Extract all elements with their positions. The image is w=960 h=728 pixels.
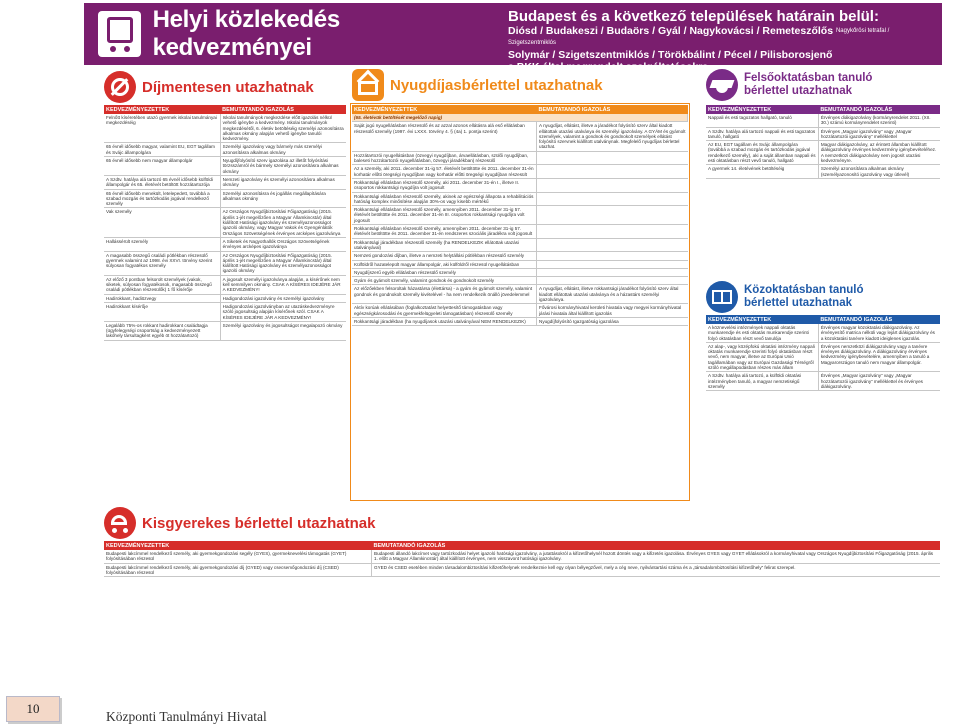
pension-table-row xyxy=(352,277,688,285)
required-proof-cell xyxy=(537,165,688,179)
higher-ed-title-2: bérlettel utazhatnak xyxy=(744,85,852,97)
public-ed-title-text xyxy=(744,284,863,310)
towns-note: Nagykőrösi tetrafal / Szigetszentmiklós xyxy=(508,28,890,46)
beneficiary-cell: Gyám és gyámolt személy, valamint gondnok és gondnokolt személy xyxy=(352,277,537,285)
beneficiary-cell: 65 évnél idősebb menekült, letelepedett, továbbá a szabad mozgás és tartózkodás jogával rendelkező személy xyxy=(104,189,220,208)
required-proof-cell xyxy=(537,238,688,252)
public-ed-section-title xyxy=(706,281,863,313)
child-table-body xyxy=(104,550,940,577)
beneficiary-cell: 65 évnél idősebb magyar, valamint EU, EGT tagállam és Svájc állampolgára xyxy=(104,143,220,157)
poster-title: Helyi közlekedés kedvezményei xyxy=(152,6,340,61)
beneficiary-cell: Felnőtt kíséretében utazó gyermek iskolai tanulmányai megkezdéséig xyxy=(104,114,220,143)
higher-ed-section-title xyxy=(706,69,872,101)
free-table xyxy=(104,105,346,341)
required-proof-cell: Személyi azonosításra és jogállás megállapítására alkalmas okmány xyxy=(220,189,346,208)
pension-table-row xyxy=(352,192,688,206)
pension-table-body xyxy=(352,122,688,326)
transit-icon xyxy=(98,11,141,57)
child-table xyxy=(104,541,940,577)
open-book-icon xyxy=(706,281,738,313)
pension-table-row xyxy=(352,268,688,276)
pension-subheading: (65. életévük betöltését megelőző napig) xyxy=(352,114,688,122)
pension-title-text: Nyugdíjasbérlettel utazhatnak xyxy=(390,76,603,94)
child-section-title xyxy=(104,507,375,539)
public-ed-title-2: bérlettel utazhatnak xyxy=(744,297,852,309)
beneficiary-cell: Aktív korúak ellátásában (foglalkoztatást helyettesítő támogatásban vagy egészségkárosodási és gyermekfelügyeleti támogatásban) részesülő személy xyxy=(352,304,537,318)
beneficiary-cell: Rokkantsági ellátásban részesülő személy, aki 2011. december 31-én I., illetve II. csoportos rokkantsági nyugdíjra volt jogosult xyxy=(352,178,537,192)
required-proof-cell xyxy=(537,277,688,285)
public-ed-table-body xyxy=(706,324,940,391)
beneficiary-cell: 65 évnél idősebb nem magyar állampolgár xyxy=(104,157,220,176)
free-table-row xyxy=(104,175,346,189)
public-ed-table-row xyxy=(706,342,940,371)
required-proof-cell: A nyugdíjat, ellátást, illetve rokkantsági járadékot folyósító szerv által kiadott ellátottak utazási utalványa és a házastárs személyi igazolványa. xyxy=(537,285,688,304)
child-col1-header: KEDVEZMÉNYEZETTEK xyxy=(104,541,372,550)
required-proof-cell: A jogosult személyi igazolványa alapján, a kísérőnek nem kell semmilyen okmány. CSAK A KÍSÉRES IDEJÉRE JÁR A KEDVEZMÉNY! xyxy=(220,275,346,294)
poster xyxy=(84,3,942,609)
beneficiary-cell: A Szdtv. hatálya alá tartozó, a külföldi oktatási intézményben tanuló, a magyar nemzetiségű személy xyxy=(706,372,818,391)
required-proof-cell xyxy=(537,225,688,239)
pension-table-row xyxy=(352,238,688,252)
free-table-row xyxy=(104,251,346,275)
beneficiary-cell: Az előző 3 pontban felsorolt személyek (vakok, siketek, súlyosan fogyatékosok, magasabb összegű családi pótlékban részesülők) 1 fő kísérője xyxy=(104,275,220,294)
beneficiary-cell: Hallássérült személy xyxy=(104,237,220,251)
required-proof-cell xyxy=(537,268,688,276)
required-proof-cell: Nemzeti igazolvány és személyi azonosításra alkalmas okmány xyxy=(220,175,346,189)
free-col1-header: KEDVEZMÉNYEZETTEK xyxy=(104,105,220,114)
required-proof-cell: Érvényes „Magyar igazolvány” vagy „Magyar hozzátartozói igazolvány” melléklettel xyxy=(818,127,940,141)
beneficiary-cell: Az előzőekben felsoroltak házastársa (élettársa) - a gyám és gyámolt személy, valamint gondnok és gondnokolt személy kivételével - ha nem rendelkezik önálló jövedelemmel xyxy=(352,285,537,304)
pension-table xyxy=(352,105,688,326)
required-proof-cell: Személyi igazolvány és jogosultságot megalapozó okmány xyxy=(220,321,346,340)
header-right-title: Budapest és a következő települések határain belül: xyxy=(508,8,879,25)
higher-ed-title-text xyxy=(744,72,872,98)
beneficiary-cell: Legalább 75%-os rokkant hadirokkant családtagja (ügyfelegységi csoportság a kedvezményezett lakóhely társultagként egyéb öt hozzátartozó) xyxy=(104,321,220,340)
poster-header xyxy=(84,3,942,73)
free-col2-header: BEMUTATANDÓ IGAZOLÁS xyxy=(220,105,346,114)
free-table-row xyxy=(104,143,346,157)
beneficiary-cell: Rokkantsági járadékban (ha nyugdíjasok utazási utalványával NEM RENDELKEZIK) xyxy=(352,317,537,325)
pension-table-row xyxy=(352,304,688,318)
header-towns-1 xyxy=(508,25,934,49)
beneficiary-cell: A Szdtv. hatálya alá tartozó nappali és esti tagozatos tanuló, hallgató xyxy=(706,127,818,141)
beneficiary-cell: Nyugdíjszerű egyéb ellátásban részesülő személy xyxy=(352,268,537,276)
child-title-text: Kisgyerekes bérlettel utazhatnak xyxy=(142,514,376,532)
beneficiary-cell: A Szdtv. hatálya alá tartozó 65 évnél idősebb külföldi állampolgár és 65. életévét betöltött hozzátartozója xyxy=(104,175,220,189)
beneficiary-cell: Rokkantsági járadékban részesülő személy (ha RENDELKEZIK ellátottak utazási utalványával) xyxy=(352,238,537,252)
header-left xyxy=(84,3,494,65)
required-proof-cell: Fővárosi kormányhivatal kerületi hivatala vagy megyei kormányhivatal járási hivatala által kiállított igazolás xyxy=(537,304,688,318)
header-towns-3: a BKK által megrendelt szolgáltatásokra xyxy=(508,61,709,73)
required-proof-cell: A Siketek és Nagyothallók Országos Szövetségének érvényes arcképes igazolványa xyxy=(220,237,346,251)
required-proof-cell: Érvényes diákigazolvány (kormányrendelet 2011. (XII. 30.) számú kormányrendelet szerinti) xyxy=(818,114,940,127)
required-proof-cell: Az Országos Nyugdíjbiztosítási Főigazgatóság (2015. április 1-jét megelőzően a Magyar Államkincstár) által kiállított Hatósági igazolvány és személyazonosságot igazoló okmány xyxy=(220,251,346,275)
beneficiary-cell: Budapesti lakcímmel rendelkező személy, aki gyermekgondozási díj (GYED) vagy csecsemőgondozási díj (CSED) folyósításában részesül xyxy=(104,563,372,577)
beneficiary-cell: A magasabb összegű családi pótlékban részesülő gyermek valamint az 1998. évi XXVI. törvény szerint súlyosan fogyatékos személy xyxy=(104,251,220,275)
beneficiary-cell: Nemzeti gondozási díjban, illetve a nemzeti helytállási pótlékban részesülő személy xyxy=(352,252,537,260)
required-proof-cell: Érvényes „Magyar igazolvány” vagy „Magyar hozzátartozói igazolvány” melléklettel és érvényes diákigazolvány. xyxy=(818,372,940,391)
beneficiary-cell: Az EU, EGT tagállam és Svájc állampolgára (továbbá a szabad mozgás és tartózkodás jogával rendelkező személy), aki a saját államban nappali és esti oktatásban részt vevő tanuló, hallgató xyxy=(706,141,818,165)
free-section-title xyxy=(104,71,314,103)
required-proof-cell: Nyugdíjfolyósító szerv igazolása az illetőt folyósítási törzsszámról és bármely személyi azonosításra alkalmas okmány xyxy=(220,157,346,176)
public-ed-title-1: Közoktatásban tanuló xyxy=(744,284,864,296)
pension-table-row xyxy=(352,165,688,179)
free-table-row xyxy=(104,237,346,251)
required-proof-cell: Hadigondozási igazolvány és személyi igazolvány xyxy=(220,294,346,302)
required-proof-cell: Magyar diákigazolvány, az érintett államban kiállított diákigazolvány érvényes kedvezmény igénybevételéhez. A nemzetközi diákigazolvány nem jogosít utazási kedvezményre. xyxy=(818,141,940,165)
public-ed-table xyxy=(706,315,940,391)
higher-ed-table-row xyxy=(706,141,940,165)
child-table-row xyxy=(104,550,940,563)
beneficiary-cell: A köznevelési intézmények nappali oktatás munkarendje és esti oktatás munkarendje szerinti folyó oktatásban részt vevő tanulója xyxy=(706,324,818,342)
pension-section-title xyxy=(352,69,603,101)
required-proof-cell xyxy=(537,151,688,165)
header-towns-2: Solymár / Szigetszentmiklós / Törökbálint / Pécel / Pilisborosjenő xyxy=(508,49,833,61)
required-proof-cell: Iskolai tanulmányok megkezdése előtt igazolás nélkül vehető igénybe a kedvezmény. Iskolai tanulmányok megkezdésétől, 6. életév betöltéséig személyi azonosításra alkalmas okmány alapján vehető igénybe tanulói kedvezmény. xyxy=(220,114,346,143)
child-table-wrap xyxy=(104,541,940,605)
page-number-badge xyxy=(6,696,60,722)
beneficiary-cell: Hadirokkant, hadiözvegy xyxy=(104,294,220,302)
page-number: 10 xyxy=(26,701,40,716)
free-title-text: Díjmentesen utazhatnak xyxy=(142,78,314,96)
beneficiary-cell: Rokkantsági ellátásban részesülő személy, akinek az egészségi állapota a rehabilitációs hatóság komplex minősítése alapján 30%-os vagy kisebb mértékű xyxy=(352,192,537,206)
pension-table-row xyxy=(352,178,688,192)
required-proof-cell: GYED és CSED esetében minden társadalombiztosítási kifizetőhelynek rendelkeznie kell egy olyan bélyegzővel, mely a cég neve, nyilvántartási száma és a „társadalombiztosítási kifizetőhely” felirat szerepel. xyxy=(372,563,940,577)
public-ed-table-row xyxy=(706,324,940,342)
child-col2-header: BEMUTATANDÓ IGAZOLÁS xyxy=(372,541,940,550)
beneficiary-cell: Az a személy, aki 2011. december 31-ig 57. életévét betöltötte és 2011. december 31-én korhatár előtti öregségi nyugdíjban vagy korhatár előtti öregségi nyugdíjban részesült xyxy=(352,165,537,179)
beneficiary-cell: Hadirokkant kísérője xyxy=(104,302,220,321)
required-proof-cell: Hadigondozási igazolványban az utazáskedvezményre szóló jogosultság alapján kísérőnek szól. CSAK A KÍSÉRES IDEJÉRE JÁR A KEDVEZMÉNY! xyxy=(220,302,346,321)
public-ed-col1-header: KEDVEZMÉNYEZETTEK xyxy=(706,315,818,324)
beneficiary-cell: Saját jogú nyugellátásban részesülő és az azzal azonos ellátásra alá eső ellátásban részesülő személy (1997. évi LXXX. törvény 4. § (4a) 1. pontja szerint) xyxy=(352,122,537,151)
higher-ed-table-body xyxy=(706,114,940,178)
pension-table-row xyxy=(352,225,688,239)
no-ticket-icon xyxy=(104,71,136,103)
higher-ed-table-row xyxy=(706,114,940,127)
graduation-cap-icon xyxy=(706,69,738,101)
required-proof-cell xyxy=(537,260,688,268)
child-table-row xyxy=(104,563,940,577)
beneficiary-cell: Külföldről hazatelepült magyar állampolgár, aki külföldről részesül nyugellátásban xyxy=(352,260,537,268)
pension-col1-header: KEDVEZMÉNYEZETTEK xyxy=(352,105,537,114)
required-proof-cell xyxy=(537,192,688,206)
required-proof-cell xyxy=(537,206,688,225)
required-proof-cell: Nyugdíjfolyósító Igazgatóság igazolása xyxy=(537,317,688,325)
free-table-row xyxy=(104,157,346,176)
required-proof-cell xyxy=(537,252,688,260)
beneficiary-cell: A gyermek 14. életévének betöltéséig xyxy=(706,165,818,179)
free-table-row xyxy=(104,275,346,294)
required-proof-cell xyxy=(537,178,688,192)
pension-table-row xyxy=(352,252,688,260)
free-table-wrap xyxy=(104,105,346,525)
pension-table-wrap xyxy=(352,105,688,499)
beneficiary-cell: Az alap-, vagy középfokú oktatási intézmény nappali oktatás munkarendje szerinti folyó oktatásban részt vevő, nem magyar, illetve az Európai Unió tagállamában vagy az Európai Gazdasági Térségről szóló megállapodásban részes más állam xyxy=(706,342,818,371)
required-proof-cell: Budapesti állandó lakcímet vagy tartózkodási helyet igazoló hatósági igazolvány, a jutattásokról a kifizetőhelynél hozott döntés vagy a kifizetés igazolása. Érvényes GYES vagy GYET ellátásokról a kormányhivatal vagy Országos Nyugdíjbiztosítási Főigazgatóság (2015. április 1. előtt a Magyar Államkincstár) által kiállított érvényes, nem visszavont hatósági igazolvány. xyxy=(372,550,940,563)
pension-table-row xyxy=(352,317,688,325)
required-proof-cell: Személyi igazolvány vagy bármely más személyi azonosításra alkalmas okmány xyxy=(220,143,346,157)
free-table-row xyxy=(104,114,346,143)
higher-ed-col2-header: BEMUTATANDÓ IGAZOLÁS xyxy=(818,105,940,114)
header-right xyxy=(494,3,942,73)
higher-ed-col1-header: KEDVEZMÉNYEZETTEK xyxy=(706,105,818,114)
beneficiary-cell: Rokkantsági ellátásban részesülő személy, amennyiben 2011. december 31-ig 57. életévét betöltötte és 2011. december 31-én rendszeres szociális járadékra volt jogosult xyxy=(352,225,537,239)
pension-table-row xyxy=(352,285,688,304)
public-ed-table-wrap xyxy=(706,315,940,501)
free-table-body xyxy=(104,114,346,340)
public-ed-col2-header: BEMUTATANDÓ IGAZOLÁS xyxy=(818,315,940,324)
beneficiary-cell: Nappali és esti tagozatos hallgató, tanuló xyxy=(706,114,818,127)
footer-caption: Központi Tanulmányi Hivatal xyxy=(106,709,267,724)
pension-table-row xyxy=(352,122,688,151)
required-proof-cell: Érvényes magyar közoktatási diákigazolvány. Az érvényesítő matrica nélküli vagy lejárt diákigazolvány és a közoktatási tanévre kiadott ideiglenes igazolás. xyxy=(818,324,940,342)
pension-table-row xyxy=(352,151,688,165)
free-table-row xyxy=(104,189,346,208)
required-proof-cell: Személyi azonosításra alkalmas okmány (személyazonosító igazolvány vagy útlevél) xyxy=(818,165,940,179)
higher-ed-table xyxy=(706,105,940,179)
pension-table-row xyxy=(352,206,688,225)
public-ed-table-row xyxy=(706,372,940,391)
higher-ed-table-row xyxy=(706,127,940,141)
beneficiary-cell: Budapesti lakcímmel rendelkező személy, aki gyermekgondozási segély (GYES), gyermeknevelési támogatás (GYET) folyósításában részesül xyxy=(104,550,372,563)
required-proof-cell: Érvényes nemzetközi diákigazolvány vagy a tanévre érvényes diákigazolvány. A diákigazolvány érvényes kedvezmény igénybevételére, amennyiben a tanuló a Magyarországon tanuló nem magyar állampolgár. xyxy=(818,342,940,371)
beneficiary-cell: Vak személy xyxy=(104,208,220,237)
free-table-row xyxy=(104,321,346,340)
pension-table-row xyxy=(352,260,688,268)
beneficiary-cell: Rokkantsági ellátásban részesülő személy, amennyiben 2011. december 31-ig 57. életévét betöltötte és 2011. december 31-én III. csoportos rokkantsági nyugdíjra volt jogosult xyxy=(352,206,537,225)
higher-ed-title-1: Felsőoktatásban tanuló xyxy=(744,72,873,84)
towns-line-1: Diósd / Budakeszi / Budaörs / Gyál / Nagykovácsi / Remeteszőlős xyxy=(508,25,834,37)
required-proof-cell: Az Országos Nyugdíjbiztosítási Főigazgatóság (2015. április 1-jét megelőzően a Magyar Államkincstár) által kiállított Hatósági igazolvány és személyazonosságot igazoló okmány, vagy Magyar Vakok és Gyengénlátók Országos Szövetségének érvényes arcképes igazolványa xyxy=(220,208,346,237)
free-table-row xyxy=(104,208,346,237)
pension-subheading-row xyxy=(352,114,688,122)
required-proof-cell: A nyugdíjat, ellátást, illetve a járadékot folyósító szerv által kiadott ellátottak utazási utalványa és személyi igazolvány. A GYÁM és gyámolt személyek, valamint a gondnok és gondnokolt személyek ellátást folyósító szervnek kiállított utalványnak. Megfelelő nyugdíjas bérlettel utazhat. xyxy=(537,122,688,151)
beneficiary-cell: Hozzátartozói nyugellátásban (özvegyi nyugdíjban, árvaellátásban, szülői nyugdíjban, baleseti hozzátartozói nyugellátásban, özvegyi járadékban) részesülő xyxy=(352,151,537,165)
higher-ed-table-wrap xyxy=(706,105,940,273)
free-table-row xyxy=(104,294,346,302)
pension-house-icon xyxy=(352,69,384,101)
higher-ed-table-row xyxy=(706,165,940,179)
pension-col2-header: BEMUTATANDÓ IGAZOLÁS xyxy=(537,105,688,114)
free-table-row xyxy=(104,302,346,321)
stroller-icon xyxy=(104,507,136,539)
